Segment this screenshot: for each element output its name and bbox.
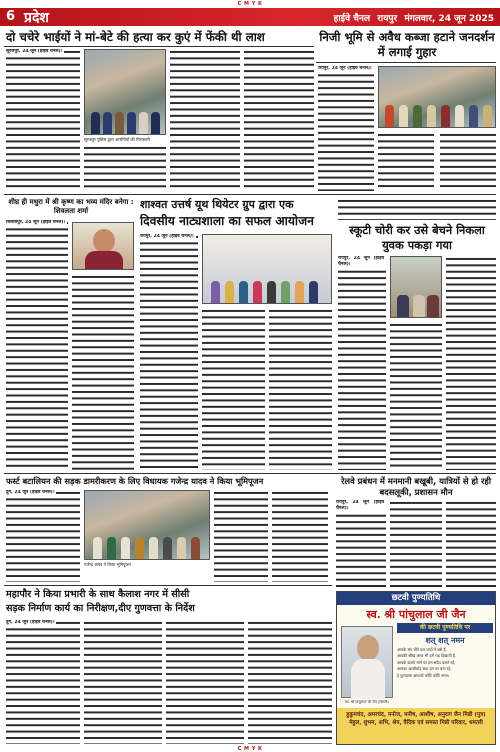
story-scooty-col2 <box>446 256 496 470</box>
rule <box>4 194 496 195</box>
tribute-ad <box>336 591 496 745</box>
rule <box>316 62 496 63</box>
paper-info <box>330 11 494 24</box>
headline-railway: रेलवे प्रबंधन में मनमानी बखूबी, यात्रियों से हो रही बदसलूकी, प्रशासन मौन <box>340 476 492 497</box>
story-scooty-col1 <box>338 256 386 470</box>
dateline: रायपुर, 24 जून (हाईवे चैनल)। <box>336 500 384 512</box>
headline-mayor-2: सड़क निर्माण कार्य का निरीक्षण,दीए गुणवत्ता के निर्देश <box>6 603 195 614</box>
paper-date: मंगलवार, 24 जून 2025 <box>404 14 494 24</box>
headline-mayor-1: महापौर ने किया प्रभारी के साथ कैलाश नगर में सीसी <box>6 589 190 600</box>
story-murder-col2 <box>84 145 166 191</box>
headline-sheetal: शीघ्र ही मथुरा में श्री कृष्ण का भव्य मंदिर बनेगा : शिवलता शर्मा <box>8 198 134 215</box>
story-land-col2 <box>378 132 434 191</box>
page-number: 6 <box>6 9 16 24</box>
print-marks: C M Y K <box>237 1 263 7</box>
headline-land <box>318 30 496 60</box>
story-mayor-col4 <box>248 620 332 744</box>
dateline: सूरजपुर, 24 जून (हाईवे चैनल)। <box>6 49 63 54</box>
headline-theatre-1: शाश्वत उत्तर्ष यूथ थियेटर ग्रुप द्वारा एक <box>140 198 294 211</box>
photo-caption: सूरजपुर पुलिस द्वारा आरोपियों की गिरफ्तारी <box>84 137 150 142</box>
tribute-salute: शत् शत् नमन <box>425 635 465 645</box>
tribute-name: स्व. श्री पांचुलाल जी जैन <box>366 608 466 621</box>
tribute-photo-caption: स्व. श्री पांचुलाल जी जैन (बिल्ली) <box>345 700 389 704</box>
story-road-col3 <box>272 490 328 582</box>
dateline: रायपुर, 24 जून (हाईवे चैनल)। <box>338 256 384 268</box>
tribute-poem <box>397 647 493 679</box>
paper-name: हाईवे चैनल <box>333 14 371 24</box>
story-mayor-col2 <box>84 620 162 744</box>
dateline: बिलासपुर, 24 जून (हाईवे चैनल)। <box>6 220 66 225</box>
headline-murder: दो चचेरे भाईयों ने मां-बेटे की हत्या कर कुएं में फेंकी थी लाश <box>6 30 265 44</box>
story-sheetal-col2 <box>72 274 134 470</box>
paper-city: रायपुर <box>377 14 398 24</box>
tribute-subline: की छटवी पुण्यतिथि पर <box>397 623 493 633</box>
story-railway-col1 <box>336 500 386 588</box>
page-header <box>0 8 500 26</box>
tribute-family: हुकुमचंद, अमरचंद, मनोज, मनीष, आशीष, अनुराग जैन मिन्नी (पुत्र) मेहुल, शुभम, अभि, श्रेय, वैदिक एवं समस्त मिन्नी परिवार, धमतरी <box>337 708 495 745</box>
headline-theatre-2: दिवसीय नाट्यशाला का सफल आयोजन <box>140 214 314 228</box>
photo-land <box>378 66 496 128</box>
photo-murder <box>84 49 166 135</box>
tribute-portrait <box>341 626 393 698</box>
story-land-col1 <box>318 66 374 191</box>
story-mayor-col3 <box>166 620 244 744</box>
tribute-poem-line: हे पुण्यात्मा आपको कोटि कोटि नमन। <box>397 672 450 678</box>
dateline: दुर्ग, 24 जून (हाईवे चैनल)। <box>6 490 55 495</box>
headline-road: फर्स्ट बटालियन की सड़क डामरीकरण के लिए विधायक गजेन्द्र यादव ने किया भूमिपूजन <box>6 476 264 486</box>
dateline: दुर्ग, 24 जून (हाईवे चैनल)। <box>6 620 55 625</box>
story-murder-col1 <box>6 49 80 191</box>
tribute-poem-line: आपकी सीख आज भी हमें राह दिखाती है, <box>397 653 457 659</box>
story-theatre-col1 <box>140 234 198 470</box>
photo-caption: गजेन्द्र यादव ने किया भूमिपूजन <box>84 562 131 567</box>
rule <box>4 473 496 474</box>
story-theatre-col2 <box>202 308 265 470</box>
photo-road <box>84 490 210 560</box>
headline-land-text: निजी भूमि से अवैध कब्जा हटाने जनदर्शन में लगाई गुहार <box>319 30 495 59</box>
story-land-cont <box>338 198 496 220</box>
story-railway-col2 <box>390 500 442 588</box>
section-title: प्रदेश <box>24 10 49 26</box>
photo-scooty <box>390 256 442 318</box>
rule <box>4 585 332 586</box>
rule <box>4 46 314 47</box>
story-scooty-col3 <box>390 322 442 470</box>
tribute-poem-line: आपके बताये मार्ग पर हम सदैव चलते रहें, <box>397 659 456 665</box>
story-murder-col3 <box>170 49 240 191</box>
story-theatre-col3 <box>269 308 332 470</box>
story-murder-col4 <box>244 49 314 191</box>
photo-theatre <box>202 234 332 304</box>
print-marks-bottom: C M Y K <box>237 746 263 752</box>
tribute-poem-line: आपके संग बीते पल यादों में बसे हैं, <box>397 647 447 652</box>
dateline: रायपुर, 24 जून (हाईवे चैनल)। <box>318 66 372 71</box>
story-railway-col3 <box>446 500 496 588</box>
story-sheetal-col1 <box>6 220 68 470</box>
headline-scooty: स्कूटी चोरी कर उसे बेचने निकला युवक पकड़ा गया <box>349 223 485 252</box>
story-mayor-col1 <box>6 620 80 744</box>
story-land-col3 <box>440 132 496 191</box>
dateline: रायपुर, 24 जून (हाईवे चैनल)। <box>140 234 194 239</box>
story-road-col1 <box>6 490 80 582</box>
tribute-banner: छटवी पुण्यतिथि <box>337 592 495 605</box>
story-road-col2 <box>214 490 268 582</box>
tribute-poem-line: आपका आशीर्वाद सदा हम पर बना रहे, <box>397 666 452 672</box>
photo-sheetal <box>72 222 134 270</box>
